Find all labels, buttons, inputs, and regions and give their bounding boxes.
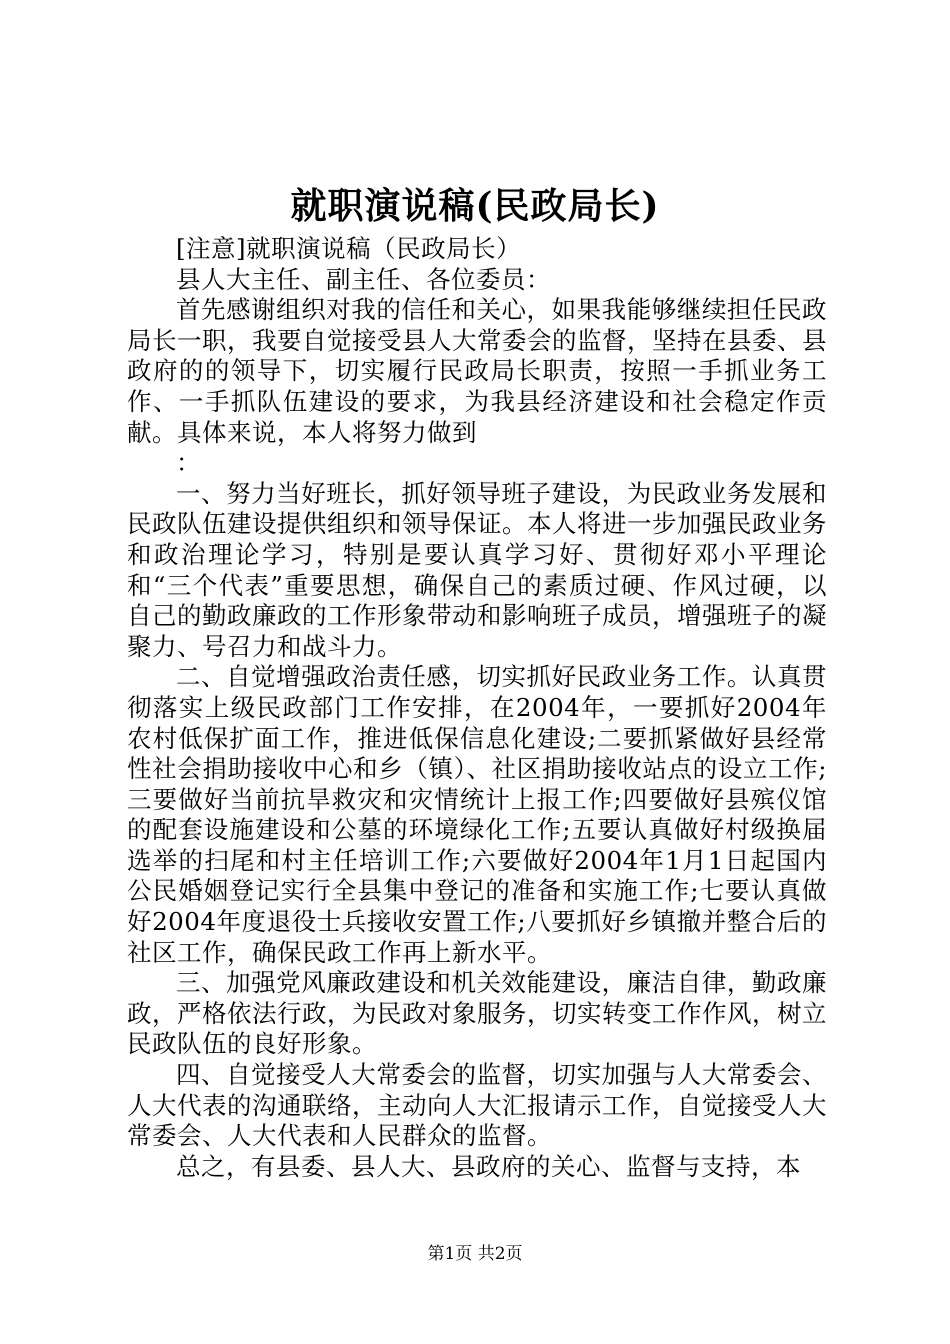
paragraph-point-1: 一、努力当好班长，抓好领导班子建设，为民政业务发展和民政队伍建设提供组织和领导保证。本人将进一步加强民政业务和政治理论学习，特别是要认真学习好、贯彻好邓小平理论和“三个代表”重要思想，确保自己的素质过硬、作风过硬，以自己的勤政廉政的工作形象带动和影响班子成员，增强班子的凝聚力、号召力和战斗力。: [127, 478, 827, 661]
page-footer: 第1页 共2页: [427, 1244, 523, 1264]
paragraph-note: [注意]就职演说稿（民政局长）: [176, 234, 522, 263]
paragraph-point-3: 三、加强党风廉政建设和机关效能建设，廉洁自律，勤政廉政，严格依法行政，为民政对象服务，切实转变工作作风，树立民政队伍的良好形象。: [127, 968, 827, 1059]
paragraph-conclusion: 总之，有县委、县人大、县政府的关心、监督与支持，本: [176, 1151, 801, 1181]
paragraph-point-4: 四、自觉接受人大常委会的监督，切实加强与人大常委会、人大代表的沟通联络，主动向人大汇报请示工作，自觉接受人大常委会、人大代表和人民群众的监督。: [127, 1060, 827, 1151]
paragraph-colon: ：: [176, 448, 201, 478]
paragraph-intro: 首先感谢组织对我的信任和关心，如果我能够继续担任民政局长一职，我要自觉接受县人大常委会的监督，坚持在县委、县政府的的领导下，切实履行民政局长职责，按照一手抓业务工作、一手抓队伍建设的要求，为我县经济建设和社会稳定作贡献。具体来说，本人将努力做到: [127, 295, 827, 447]
document-title: 就职演说稿(民政局长): [290, 185, 660, 227]
paragraph-salutation: 县人大主任、副主任、各位委员：: [176, 264, 551, 294]
document-body: [127, 234, 827, 1182]
paragraph-point-2: 二、自觉增强政治责任感，切实抓好民政业务工作。认真贯彻落实上级民政部门工作安排，在2004年，一要抓好2004年农村低保扩面工作，推进低保信息化建设;二要抓紧做好县经常性社会捐助接收中心和乡（镇）、社区捐助接收站点的设立工作;三要做好当前抗旱救灾和灾情统计上报工作;四要做好县殡仪馆的配套设施建设和公墓的环境绿化工作;五要认真做好村级换届选举的扫尾和村主任培训工作;六要做好2004年1月1日起国内公民婚姻登记实行全县集中登记的准备和实施工作;七要认真做好2004年度退役士兵接收安置工作;八要抓好乡镇撤并整合后的社区工作，确保民政工作再上新水平。: [127, 662, 827, 967]
